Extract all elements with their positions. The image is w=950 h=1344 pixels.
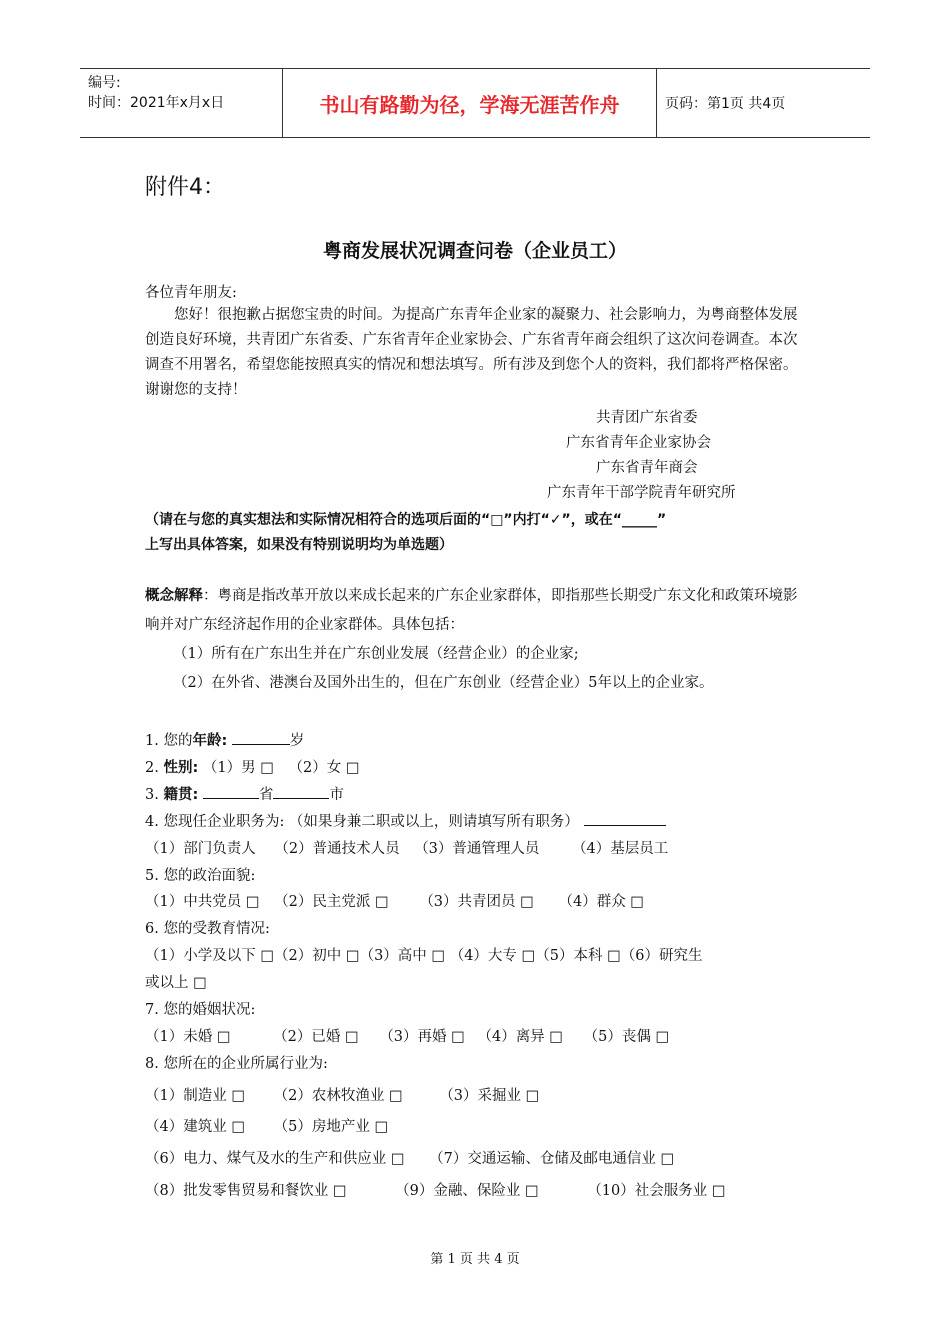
- signature-line: 广东省青年企业家协会: [566, 435, 711, 451]
- gender-option[interactable]: （1）男 □: [202, 760, 274, 776]
- concept-paragraph: [145, 582, 810, 640]
- concept-label: 概念解释: [145, 588, 203, 604]
- political-option[interactable]: （2）民主党派 □: [274, 894, 389, 910]
- greeting: 各位青年朋友:: [145, 285, 237, 301]
- number-label: 编号:: [88, 75, 121, 91]
- signature-line: 共青团广东省委: [596, 410, 698, 426]
- question-8-row: [145, 1179, 726, 1200]
- marital-option[interactable]: （1）未婚 □: [145, 1029, 231, 1045]
- political-option[interactable]: （1）中共党员 □: [145, 894, 260, 910]
- question-8-row: [145, 1084, 539, 1105]
- signature-line: 广东省青年商会: [596, 460, 698, 476]
- industry-option[interactable]: （3）采掘业 □: [439, 1088, 540, 1104]
- political-option[interactable]: （3）共青团员 □: [419, 894, 534, 910]
- industry-option[interactable]: （9）金融、保险业 □: [395, 1183, 539, 1199]
- question-3: 3. 籍贯: 省 市: [145, 783, 344, 804]
- question-label: 籍贯:: [163, 787, 199, 803]
- industry-option[interactable]: （5）房地产业 □: [273, 1119, 389, 1135]
- position-option[interactable]: （4）基层员工: [572, 841, 669, 857]
- marital-option[interactable]: （5）丧偶 □: [583, 1029, 670, 1045]
- position-option[interactable]: （3）普通管理人员: [414, 841, 540, 857]
- question-6: 6. 您的受教育情况:: [145, 921, 270, 937]
- header-page-code: 页码：第1页 共4页: [665, 96, 786, 112]
- concept-text: ：粤商是指改革开放以来成长起来的广东企业家群体，即指那些长期受广东文化和政策环境影响并对广东经济起作用的企业家群体。具体包括：: [145, 588, 798, 633]
- position-option[interactable]: （1）部门负责人: [145, 841, 256, 857]
- gender-option[interactable]: （2）女 □: [288, 760, 360, 776]
- industry-option[interactable]: （4）建筑业 □: [145, 1119, 246, 1135]
- age-blank[interactable]: [232, 730, 290, 745]
- city-blank[interactable]: [273, 784, 329, 799]
- question-2: 2. 性别: （1）男 □ （2）女 □: [145, 756, 360, 777]
- position-blank[interactable]: [584, 811, 666, 826]
- question-8: 8. 您所在的企业所属行业为:: [145, 1056, 328, 1072]
- industry-option[interactable]: （8）批发零售贸易和餐饮业 □: [145, 1183, 347, 1199]
- industry-option[interactable]: （1）制造业 □: [145, 1088, 246, 1104]
- date-label: 时间：2021年x月x日: [88, 95, 225, 111]
- question-5-options: [145, 890, 644, 911]
- industry-option[interactable]: （2）农林牧渔业 □: [273, 1088, 403, 1104]
- page-header: [80, 68, 870, 138]
- question-label: 性别:: [163, 760, 199, 776]
- intro-paragraph: 您好！很抱歉占据您宝贵的时间。为提高广东青年企业家的凝聚力、社会影响力，为粤商整体发展创造良好环境，共青团广东省委、广东省青年企业家协会、广东省青年商会组织了这次问卷调查。本次调查不用署名，希望您能按照真实的情况和想法填写。所有涉及到您个人的资料，我们都将严格保密。谢谢您的支持！: [145, 307, 798, 398]
- instructions: [145, 508, 810, 558]
- question-4: 4. 您现任企业职务为: （如果身兼二职或以上，则请填写所有职务）: [145, 810, 666, 831]
- question-7: 7. 您的婚姻状况:: [145, 1002, 256, 1018]
- instruction-line: （请在与您的真实想法和实际情况相符合的选项后面的“□”内打“✓”，或在“_____”: [145, 512, 667, 528]
- header-info: [80, 69, 282, 137]
- industry-option[interactable]: （6）电力、煤气及水的生产和供应业 □: [145, 1151, 405, 1167]
- question-8-row: [145, 1147, 674, 1168]
- document-title: 粤商发展状况调查问卷（企业员工）: [322, 240, 627, 262]
- question-8-row: [145, 1115, 388, 1136]
- province-blank[interactable]: [203, 784, 259, 799]
- concept-section: [145, 582, 810, 698]
- marital-option[interactable]: （3）再婚 □: [379, 1029, 465, 1045]
- question-5: 5. 您的政治面貌:: [145, 868, 256, 884]
- political-option[interactable]: （4）群众 □: [558, 894, 645, 910]
- marital-option[interactable]: （4）离异 □: [477, 1029, 564, 1045]
- attachment-label: 附件4：: [145, 175, 225, 200]
- page-footer: 第 1 页 共 4 页: [430, 1252, 520, 1267]
- position-option[interactable]: （2）普通技术人员: [274, 841, 400, 857]
- signature-line: 广东青年干部学院青年研究所: [547, 485, 736, 501]
- industry-option[interactable]: （7）交通运输、仓储及邮电通信业 □: [429, 1151, 675, 1167]
- industry-option[interactable]: （10）社会服务业 □: [587, 1183, 726, 1199]
- marital-option[interactable]: （2）已婚 □: [273, 1029, 359, 1045]
- question-1: 1. 您的年龄: 岁: [145, 729, 304, 750]
- question-7-options: [145, 1025, 669, 1046]
- question-6-options-cont[interactable]: 或以上 □: [145, 975, 207, 991]
- concept-item: （2）在外省、港澳台及国外出生的，但在广东创业（经营企业）5年以上的企业家。: [173, 675, 714, 691]
- question-label: 年龄:: [192, 733, 228, 749]
- concept-item: （1）所有在广东出生并在广东创业发展（经营企业）的企业家;: [173, 646, 579, 662]
- question-4-options: [145, 837, 668, 858]
- question-6-options[interactable]: （1）小学及以下 □（2）初中 □（3）高中 □ （4）大专 □（5）本科 □（6）研究生: [145, 948, 703, 964]
- header-motto: 书山有路勤为径，学海无涯苦作舟: [282, 69, 657, 137]
- instruction-line: 上写出具体答案，如果没有特别说明均为单选题）: [145, 537, 453, 553]
